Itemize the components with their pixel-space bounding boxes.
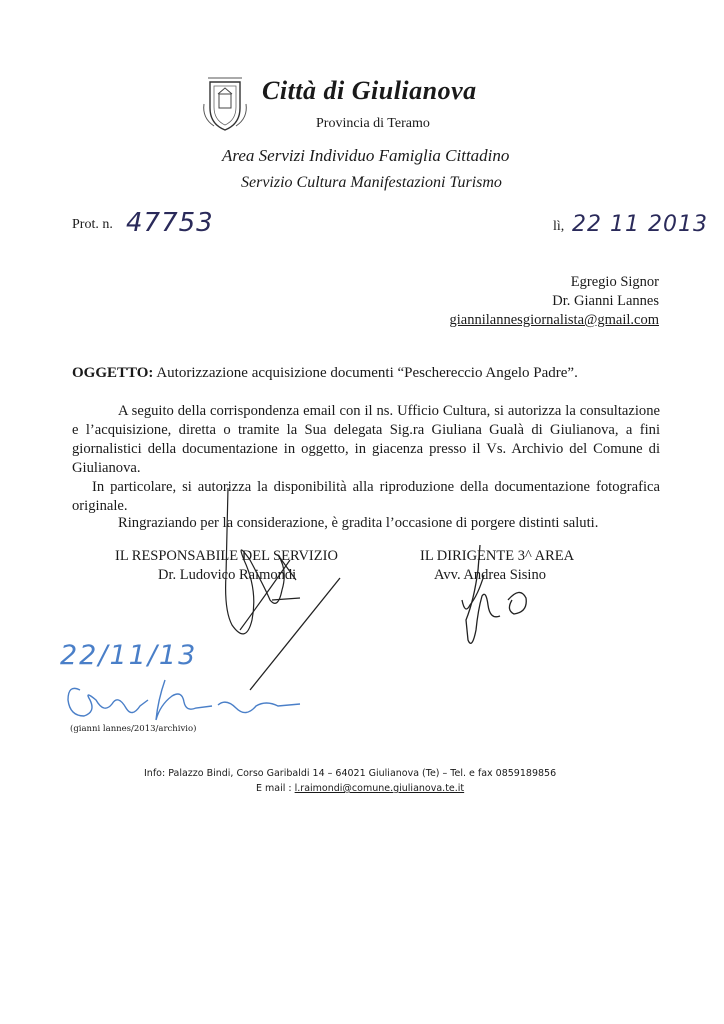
date-value: 22 11 2013 [572, 212, 708, 237]
blue-handwritten-signature [68, 680, 300, 720]
city-crest-icon [200, 74, 250, 134]
left-signatory-title: IL RESPONSABILE DEL SERVIZIO [115, 548, 338, 564]
recipient-name: Dr. Gianni Lannes [552, 293, 659, 309]
subject-label: OGGETTO: [72, 365, 154, 381]
protocol-label: Prot. n. [72, 217, 113, 232]
right-signatory-name: Avv. Andrea Sisino [434, 567, 546, 583]
subject-text: Autorizzazione acquisizione documenti “Peschereccio Angelo Padre”. [153, 365, 578, 381]
province-label: Provincia di Teramo [316, 116, 430, 131]
right-signatory-title: IL DIRIGENTE 3^ AREA [420, 548, 575, 564]
body-paragraph-2: In particolare, si autorizza la disponibilità alla riproduzione della documentazione fotografica originale. [72, 479, 660, 514]
subject-line [72, 365, 578, 382]
left-signatory-name: Dr. Ludovico Raimondi [158, 567, 297, 583]
date-label: lì, [553, 219, 565, 234]
service-label: Servizio Cultura Manifestazioni Turismo [241, 174, 502, 191]
body-paragraph-3: Ringraziando per la considerazione, è gradita l’occasione di porgere distinti saluti. [118, 515, 599, 531]
archive-reference: (gianni lannes/2013/archivio) [70, 724, 197, 734]
footer-info: Info: Palazzo Bindi, Corso Garibaldi 14 – 64021 Giulianova (Te) – Tel. e fax 0859189856 [144, 768, 557, 779]
footer-email-label: E mail : [256, 783, 295, 794]
area-label: Area Servizi Individuo Famiglia Cittadino [222, 146, 510, 165]
recipient-email[interactable]: giannilannesgiornalista@gmail.com [449, 312, 659, 328]
footer-email[interactable]: l.raimondi@comune.giulianova.te.it [294, 783, 465, 794]
protocol-number: 47753 [126, 208, 214, 238]
body-paragraph-1: A seguito della corrispondenza email con il ns. Ufficio Cultura, si autorizza la consultazione e l’acquisizione, diretta o tramite la Sua delegata Sig.ra Giuliana Gualà di Giulianova, a fini giornalistici della documentazione in oggetto, in giacenza presso il Vs. Archivio del Comune di Giulianova. [72, 403, 660, 476]
handwritten-date: 22/11/13 [60, 640, 198, 671]
city-title: Città di Giulianova [262, 76, 477, 105]
recipient-salutation: Egregio Signor [570, 274, 659, 290]
footer-email-line [256, 783, 464, 794]
